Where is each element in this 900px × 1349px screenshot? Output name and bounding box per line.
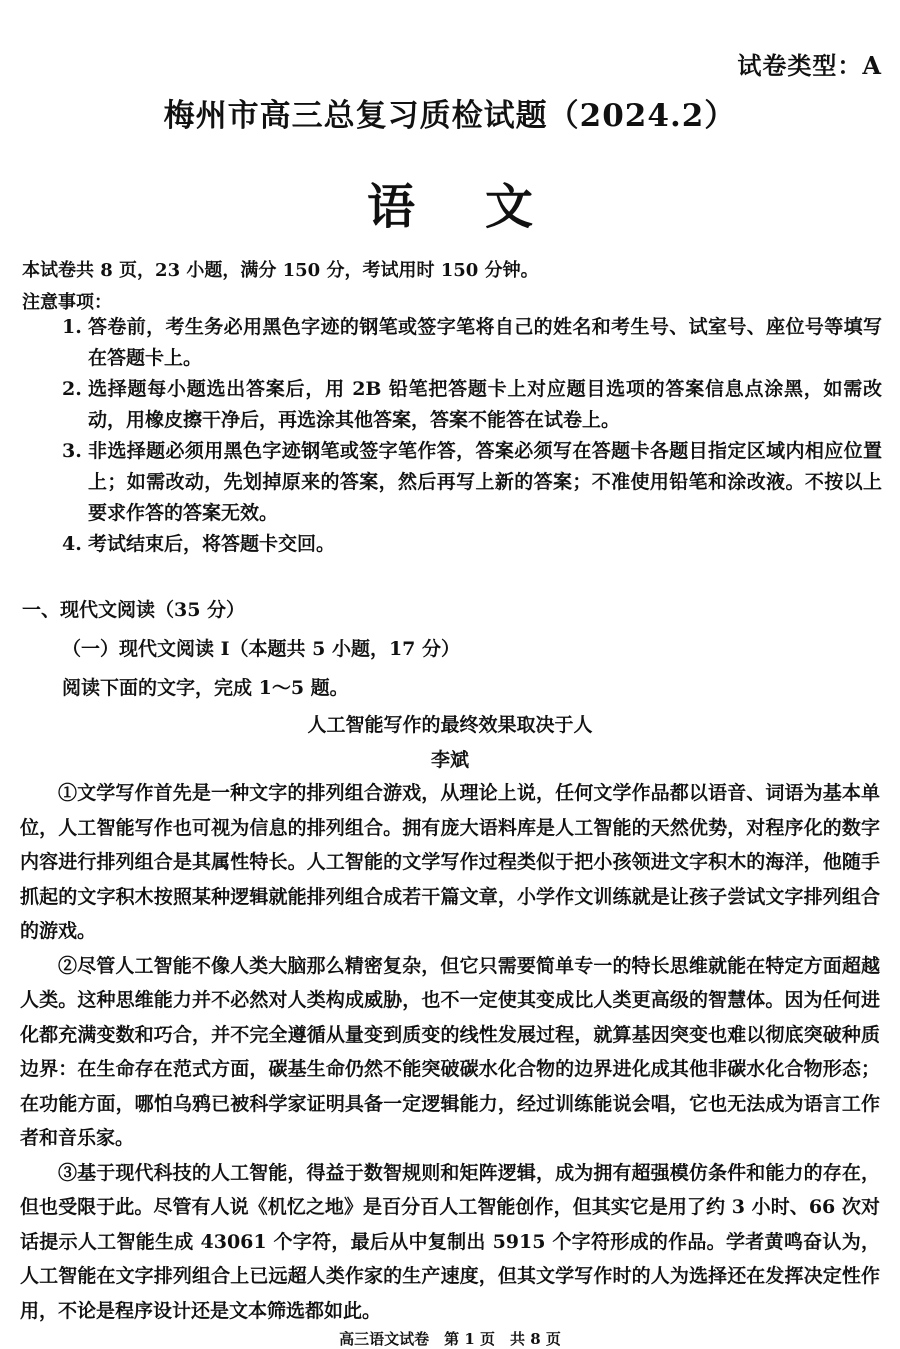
notice-list [62,312,882,560]
paper-type-label: 试卷类型：A [737,51,882,80]
notice-number: 1. [62,316,82,338]
article-paragraph: ③基于现代科技的人工智能，得益于数智规则和矩阵逻辑，成为拥有超强模仿条件和能力的存在，但也受限于此。尽管有人说《机忆之地》是百分百人工智能创作，但其实它是用了约 3 小时、66 次对话提示人工智能生成 43061 个字符，最后从中复制出 5915 个字符形成的作品。学者黄鸣奋认为，人工智能在文字排列组合上已远超人类作家的生产速度，但其文学写作时的人为选择还在发挥决定性作用，不论是程序设计还是文本筛选都如此。 [20,1161,880,1322]
exam-title: 梅州市高三总复习质检试题（2024.2） [163,98,737,134]
notice-heading: 注意事项： [22,292,112,313]
notice-number: 3. [62,440,82,462]
reading-instruction: 阅读下面的文字，完成 1～5 题。 [62,677,349,699]
section-heading: 一、现代文阅读（35 分） [22,599,246,621]
notice-text: 考试结束后，将答题卡交回。 [88,533,336,555]
article-author: 李斌 [430,749,469,771]
article-body [20,776,880,1328]
article-paragraph: ①文学写作首先是一种文字的排列组合游戏，从理论上说，任何文学作品都以语音、词语为基本单位，人工智能写作也可视为信息的排列组合。拥有庞大语料库是人工智能的天然优势，对程序化的数字内容进行排列组合是其属性特长。人工智能的文学写作过程类似于把小孩领进文字积木的海洋，他随手抓起的文字积木按照某种逻辑就能排列组合成若干篇文章，小学作文训练就是让孩子尝试文字排列组合的游戏。 [20,782,880,942]
exam-summary: 本试卷共 8 页，23 小题，满分 150 分，考试用时 150 分钟。 [22,260,539,281]
article-paragraph: ②尽管人工智能不像人类大脑那么精密复杂，但它只需要简单专一的特长思维就能在特定方面超越人类。这种思维能力并不必然对人类构成威胁，也不一定使其变成比人类更高级的智慧体。因为任何进化都充满变数和巧合，并不完全遵循从量变到质变的线性发展过程，就算基因突变也难以彻底突破种质边界：在生命存在范式方面，碳基生命仍然不能突破碳水化合物的边界进化成其他非碳水化合物形态；在功能方面，哪怕乌鸦已被科学家证明具备一定逻辑能力，经过训练能说会唱，它也无法成为语言工作者和音乐家。 [20,954,880,1149]
notice-number: 4. [62,533,82,555]
subsection-heading: （一）现代文阅读 I（本题共 5 小题，17 分） [62,638,461,660]
page-footer: 高三语文试卷 第 1 页 共 8 页 [339,1330,561,1348]
subject-title: 语文 [366,179,603,235]
notice-number: 2. [62,378,82,400]
notice-text: 答卷前，考生务必用黑色字迹的钢笔或签字笔将自己的姓名和考生号、试室号、座位号等填写在答题卡上。 [88,316,882,369]
notice-item [62,529,882,560]
notice-item [62,436,882,529]
notice-item [62,374,882,436]
notice-item [62,312,882,374]
notice-text: 非选择题必须用黑色字迹钢笔或签字笔作答，答案必须写在答题卡各题目指定区域内相应位置上；如需改动，先划掉原来的答案，然后再写上新的答案；不准使用铅笔和涂改液。不按以上要求作答的答案无效。 [88,440,882,524]
notice-text: 选择题每小题选出答案后，用 2B 铅笔把答题卡上对应题目选项的答案信息点涂黑，如需改动，用橡皮擦干净后，再选涂其他答案，答案不能答在试卷上。 [88,378,882,431]
article-title: 人工智能写作的最终效果取决于人 [307,714,593,736]
